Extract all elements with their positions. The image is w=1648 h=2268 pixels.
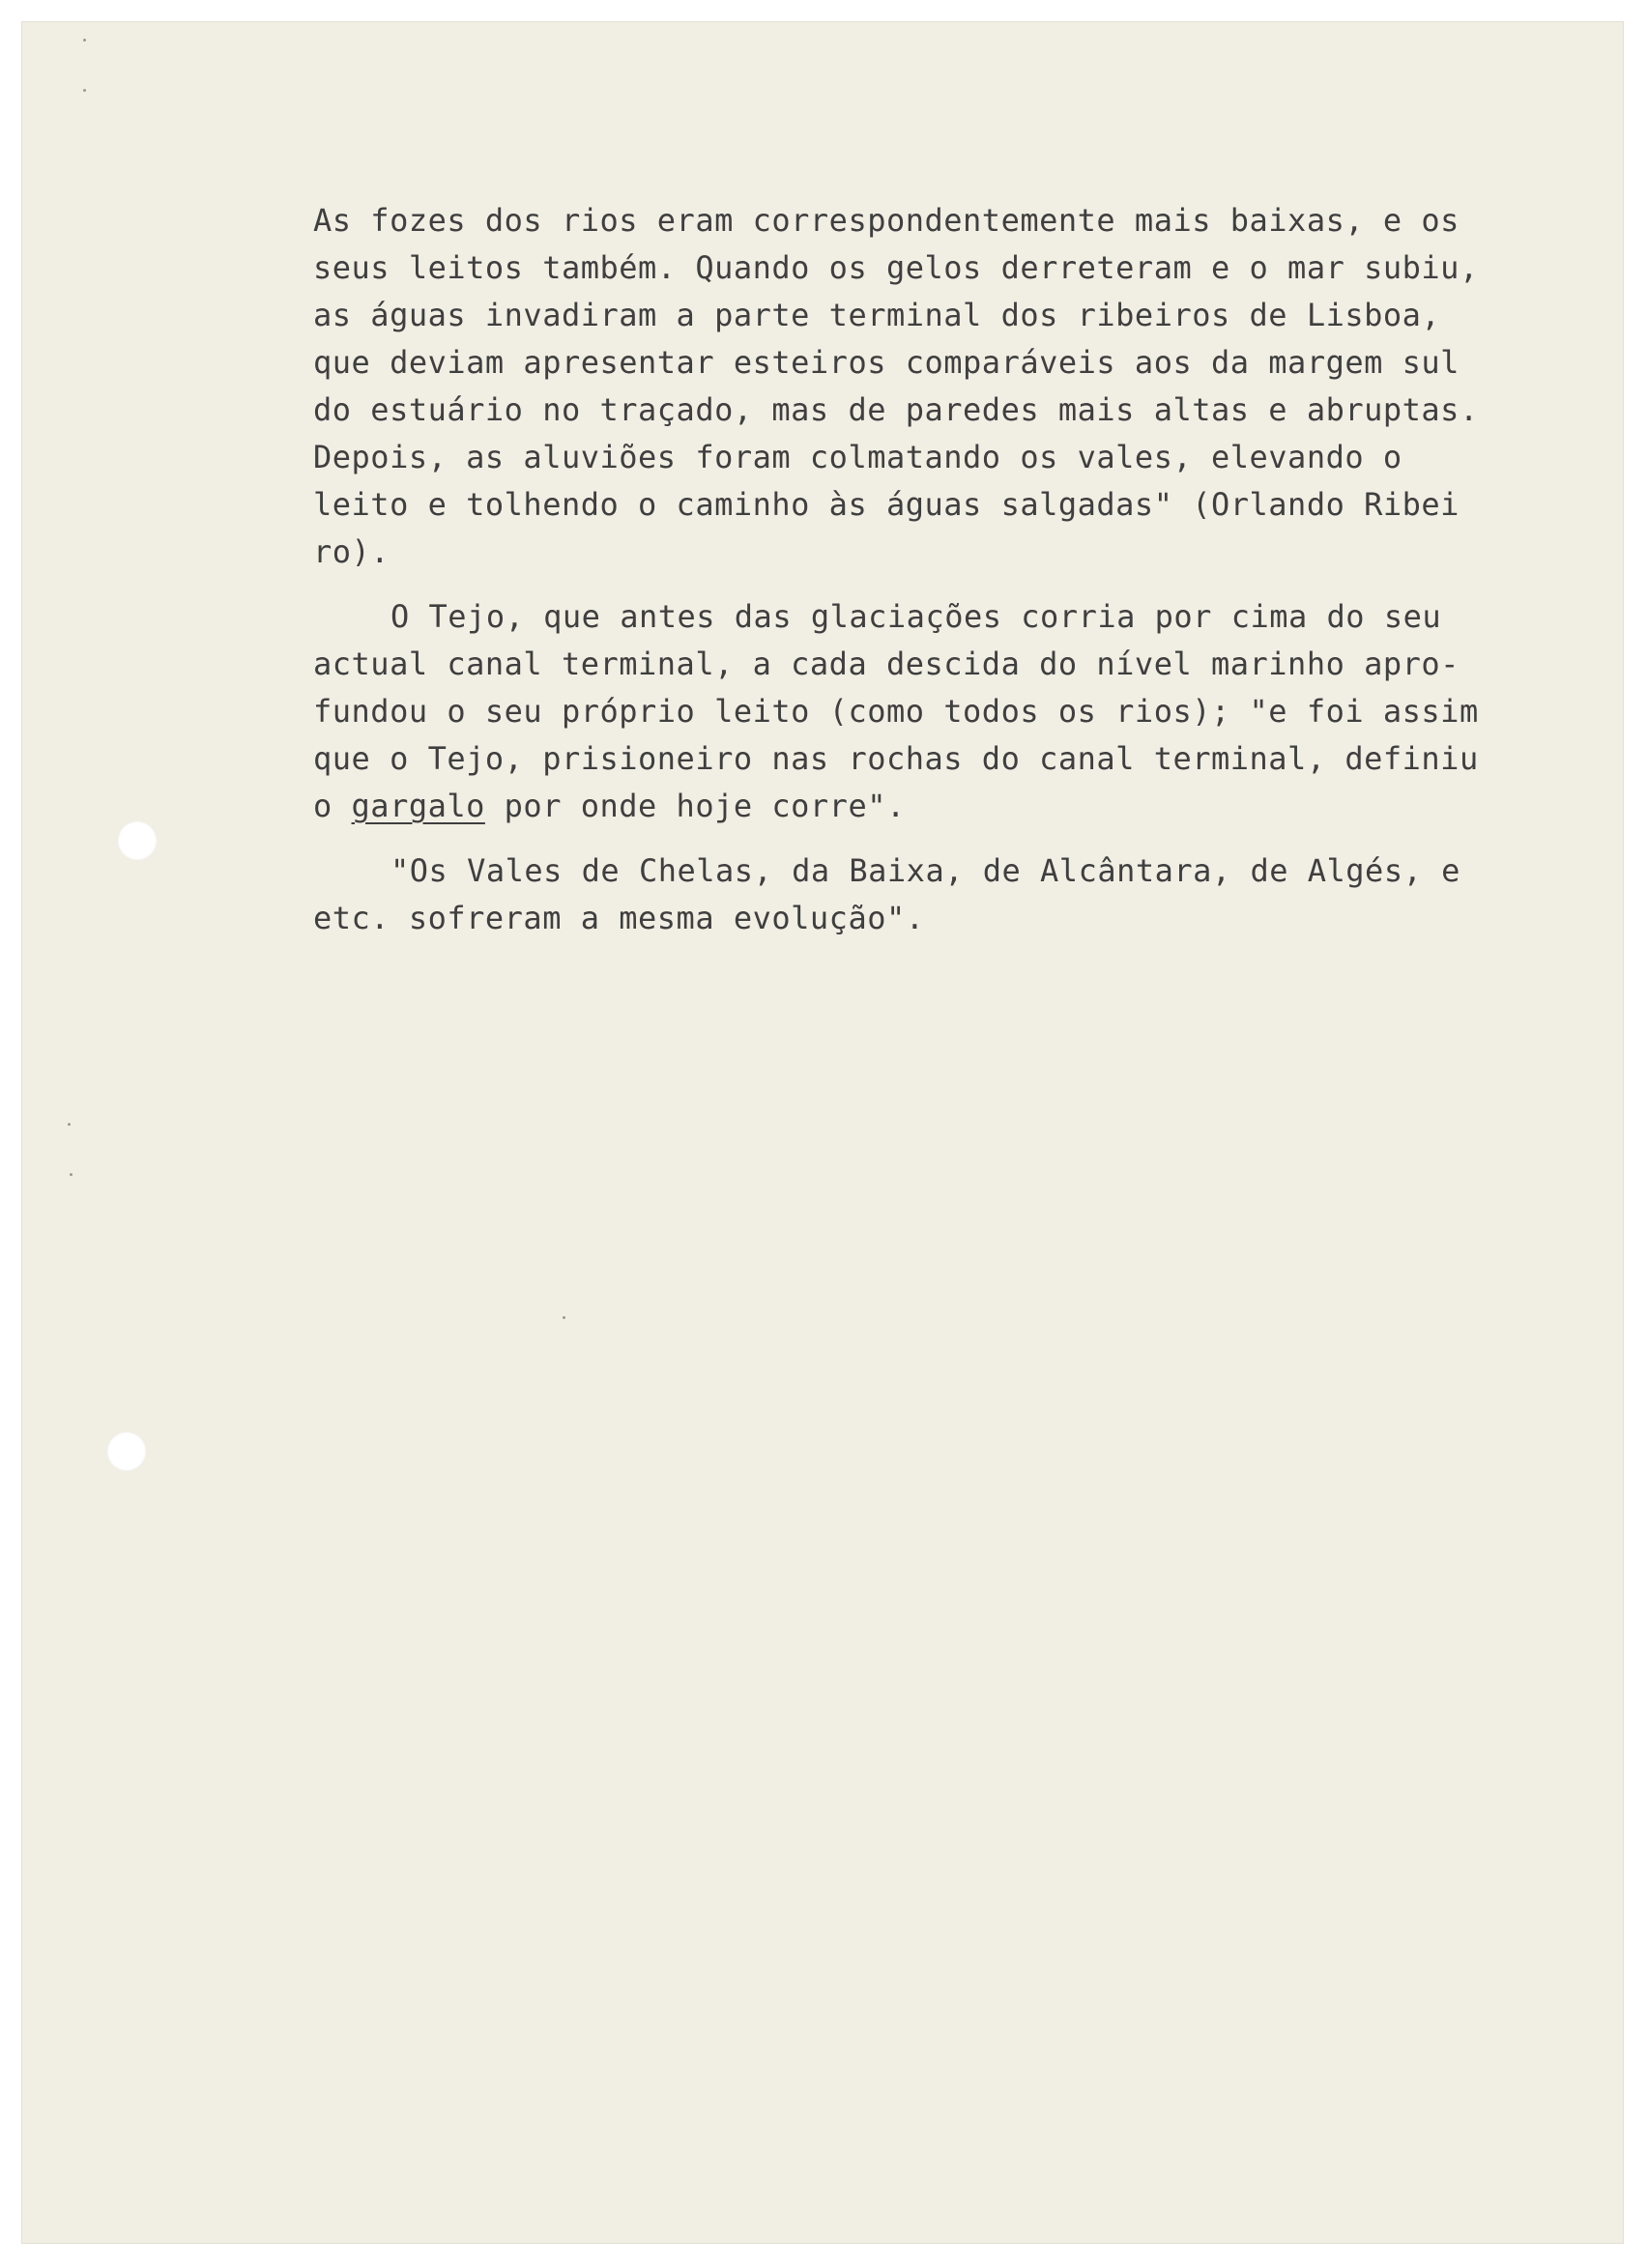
- text-line: seus leitos também. Quando os gelos derreteram e o mar subiu,: [313, 249, 1479, 286]
- paragraph-2: [313, 593, 1502, 830]
- text-line: do estuário no traçado, mas de paredes mais altas e abruptas.: [313, 391, 1479, 428]
- text-line: fundou o seu próprio leito (como todos os rios); "e foi assim: [313, 693, 1479, 730]
- text-fragment: o: [313, 788, 352, 824]
- text-fragment: por onde hoje corre".: [484, 788, 906, 824]
- underlined-word: gargalo: [351, 788, 485, 824]
- text-line: que deviam apresentar esteiros comparáveis aos da margem sul: [313, 344, 1460, 381]
- margin-speck: [68, 1123, 71, 1126]
- paragraph-3: [313, 847, 1502, 942]
- punch-hole-bottom: [107, 1432, 146, 1471]
- margin-speck: [83, 89, 86, 92]
- paragraph-1: [313, 197, 1502, 576]
- text-line: etc. sofreram a mesma evolução".: [313, 900, 925, 936]
- margin-speck: [83, 39, 86, 42]
- text-line: leito e tolhendo o caminho às águas salgadas" (Orlando Ribei: [313, 486, 1460, 523]
- margin-speck: [563, 1316, 565, 1319]
- text-line: As fozes dos rios eram correspondentemente mais baixas, e os: [313, 202, 1460, 239]
- typed-text: [313, 197, 1502, 942]
- text-line: actual canal terminal, a cada descida do nível marinho apro-: [313, 646, 1460, 682]
- text-line: [313, 783, 1502, 830]
- text-line: que o Tejo, prisioneiro nas rochas do canal terminal, definiu: [313, 740, 1479, 777]
- margin-speck: [70, 1173, 72, 1176]
- text-line: O Tejo, que antes das glaciações corria por cima do seu: [390, 598, 1442, 635]
- text-line: ro).: [313, 533, 390, 570]
- text-line: "Os Vales de Chelas, da Baixa, de Alcântara, de Algés, e: [390, 852, 1460, 889]
- text-line: Depois, as aluviões foram colmatando os vales, elevando o: [313, 439, 1402, 475]
- punch-hole-top: [118, 821, 157, 860]
- text-line: as águas invadiram a parte terminal dos ribeiros de Lisboa,: [313, 297, 1441, 333]
